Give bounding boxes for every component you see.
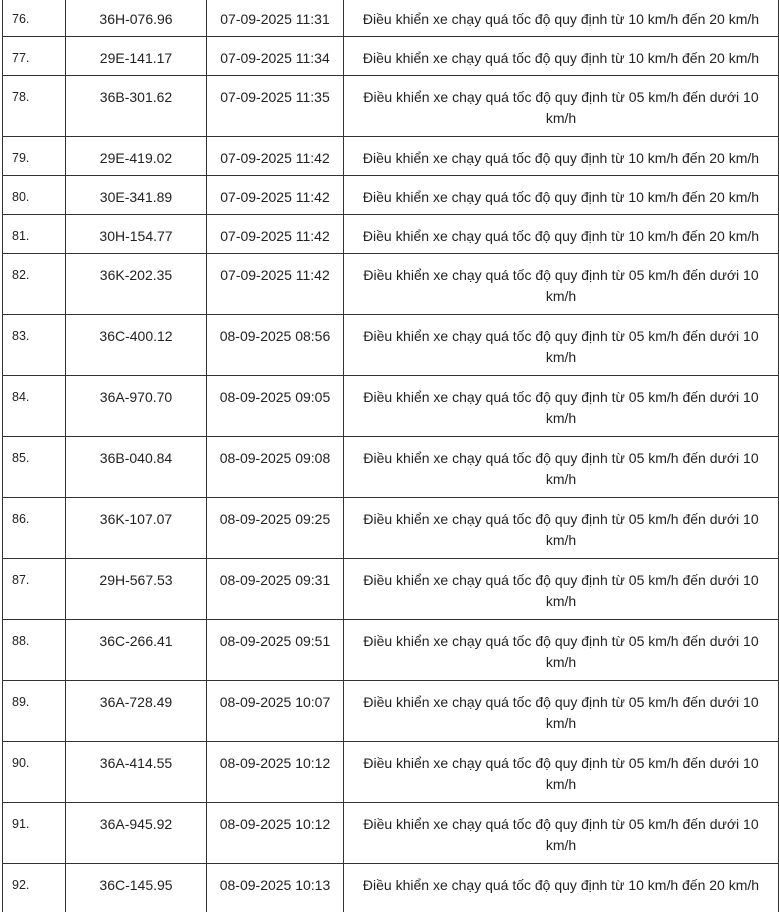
- row-number: 76.: [3, 0, 66, 37]
- table-row: [3, 76, 779, 137]
- row-number: 91.: [3, 803, 66, 864]
- license-plate: 36K-202.35: [66, 254, 207, 315]
- row-number: 83.: [3, 315, 66, 376]
- row-number: 88.: [3, 620, 66, 681]
- license-plate: 30H-154.77: [66, 215, 207, 254]
- violation-description: Điều khiển xe chạy quá tốc độ quy định từ 05 km/h đến dưới 10 km/h: [344, 498, 779, 559]
- row-number: 82.: [3, 254, 66, 315]
- violation-time: 08-09-2025 08:56: [207, 315, 344, 376]
- license-plate: 36C-145.95: [66, 864, 207, 912]
- violation-time: 08-09-2025 09:51: [207, 620, 344, 681]
- violation-time: 08-09-2025 10:12: [207, 803, 344, 864]
- table-row: [3, 0, 779, 37]
- license-plate: 36A-945.92: [66, 803, 207, 864]
- table-row: [3, 37, 779, 76]
- license-plate: 36C-266.41: [66, 620, 207, 681]
- license-plate: 36A-970.70: [66, 376, 207, 437]
- violation-time: 08-09-2025 10:12: [207, 742, 344, 803]
- violation-time: 07-09-2025 11:42: [207, 137, 344, 176]
- table-row: [3, 742, 779, 803]
- violation-description: Điều khiển xe chạy quá tốc độ quy định từ 05 km/h đến dưới 10 km/h: [344, 315, 779, 376]
- license-plate: 30E-341.89: [66, 176, 207, 215]
- table-row: [3, 137, 779, 176]
- violation-description: Điều khiển xe chạy quá tốc độ quy định từ 10 km/h đến 20 km/h: [344, 176, 779, 215]
- table-row: [3, 215, 779, 254]
- license-plate: 36H-076.96: [66, 0, 207, 37]
- violation-time: 07-09-2025 11:35: [207, 76, 344, 137]
- violation-description: Điều khiển xe chạy quá tốc độ quy định từ 05 km/h đến dưới 10 km/h: [344, 254, 779, 315]
- violation-time: 07-09-2025 11:42: [207, 254, 344, 315]
- violation-time: 08-09-2025 09:05: [207, 376, 344, 437]
- table-row: [3, 376, 779, 437]
- violation-time: 07-09-2025 11:34: [207, 37, 344, 76]
- violation-description: Điều khiển xe chạy quá tốc độ quy định từ 05 km/h đến dưới 10 km/h: [344, 620, 779, 681]
- violation-time: 07-09-2025 11:42: [207, 176, 344, 215]
- table-row: [3, 498, 779, 559]
- violation-description: Điều khiển xe chạy quá tốc độ quy định từ 05 km/h đến dưới 10 km/h: [344, 559, 779, 620]
- table-row: [3, 176, 779, 215]
- violation-description: Điều khiển xe chạy quá tốc độ quy định từ 10 km/h đến 20 km/h: [344, 215, 779, 254]
- row-number: 79.: [3, 137, 66, 176]
- violation-description: Điều khiển xe chạy quá tốc độ quy định từ 05 km/h đến dưới 10 km/h: [344, 803, 779, 864]
- table-row: [3, 315, 779, 376]
- violation-description: Điều khiển xe chạy quá tốc độ quy định từ 10 km/h đến 20 km/h: [344, 37, 779, 76]
- violation-description: Điều khiển xe chạy quá tốc độ quy định từ 10 km/h đến 20 km/h: [344, 864, 779, 912]
- row-number: 89.: [3, 681, 66, 742]
- row-number: 77.: [3, 37, 66, 76]
- violation-description: Điều khiển xe chạy quá tốc độ quy định từ 05 km/h đến dưới 10 km/h: [344, 376, 779, 437]
- license-plate: 29H-567.53: [66, 559, 207, 620]
- row-number: 90.: [3, 742, 66, 803]
- table-row: [3, 437, 779, 498]
- license-plate: 29E-141.17: [66, 37, 207, 76]
- violation-description: Điều khiển xe chạy quá tốc độ quy định từ 05 km/h đến dưới 10 km/h: [344, 76, 779, 137]
- row-number: 85.: [3, 437, 66, 498]
- violation-time: 07-09-2025 11:42: [207, 215, 344, 254]
- table-row: [3, 559, 779, 620]
- row-number: 81.: [3, 215, 66, 254]
- violations-table: [2, 0, 779, 912]
- violation-description: Điều khiển xe chạy quá tốc độ quy định từ 05 km/h đến dưới 10 km/h: [344, 681, 779, 742]
- license-plate: 36A-414.55: [66, 742, 207, 803]
- table-row: [3, 803, 779, 864]
- violation-time: 08-09-2025 09:25: [207, 498, 344, 559]
- row-number: 78.: [3, 76, 66, 137]
- table-row: [3, 620, 779, 681]
- license-plate: 36K-107.07: [66, 498, 207, 559]
- violation-description: Điều khiển xe chạy quá tốc độ quy định từ 05 km/h đến dưới 10 km/h: [344, 742, 779, 803]
- row-number: 87.: [3, 559, 66, 620]
- license-plate: 36B-040.84: [66, 437, 207, 498]
- violation-description: Điều khiển xe chạy quá tốc độ quy định từ 10 km/h đến 20 km/h: [344, 137, 779, 176]
- violation-time: 08-09-2025 10:07: [207, 681, 344, 742]
- row-number: 84.: [3, 376, 66, 437]
- license-plate: 36B-301.62: [66, 76, 207, 137]
- violation-time: 08-09-2025 09:31: [207, 559, 344, 620]
- table-row: [3, 681, 779, 742]
- violation-time: 07-09-2025 11:31: [207, 0, 344, 37]
- violation-description: Điều khiển xe chạy quá tốc độ quy định từ 10 km/h đến 20 km/h: [344, 0, 779, 37]
- violation-description: Điều khiển xe chạy quá tốc độ quy định từ 05 km/h đến dưới 10 km/h: [344, 437, 779, 498]
- license-plate: 36A-728.49: [66, 681, 207, 742]
- row-number: 86.: [3, 498, 66, 559]
- table-row: [3, 254, 779, 315]
- license-plate: 29E-419.02: [66, 137, 207, 176]
- license-plate: 36C-400.12: [66, 315, 207, 376]
- row-number: 92.: [3, 864, 66, 912]
- row-number: 80.: [3, 176, 66, 215]
- violation-time: 08-09-2025 09:08: [207, 437, 344, 498]
- violation-time: 08-09-2025 10:13: [207, 864, 344, 912]
- table-row: [3, 864, 779, 912]
